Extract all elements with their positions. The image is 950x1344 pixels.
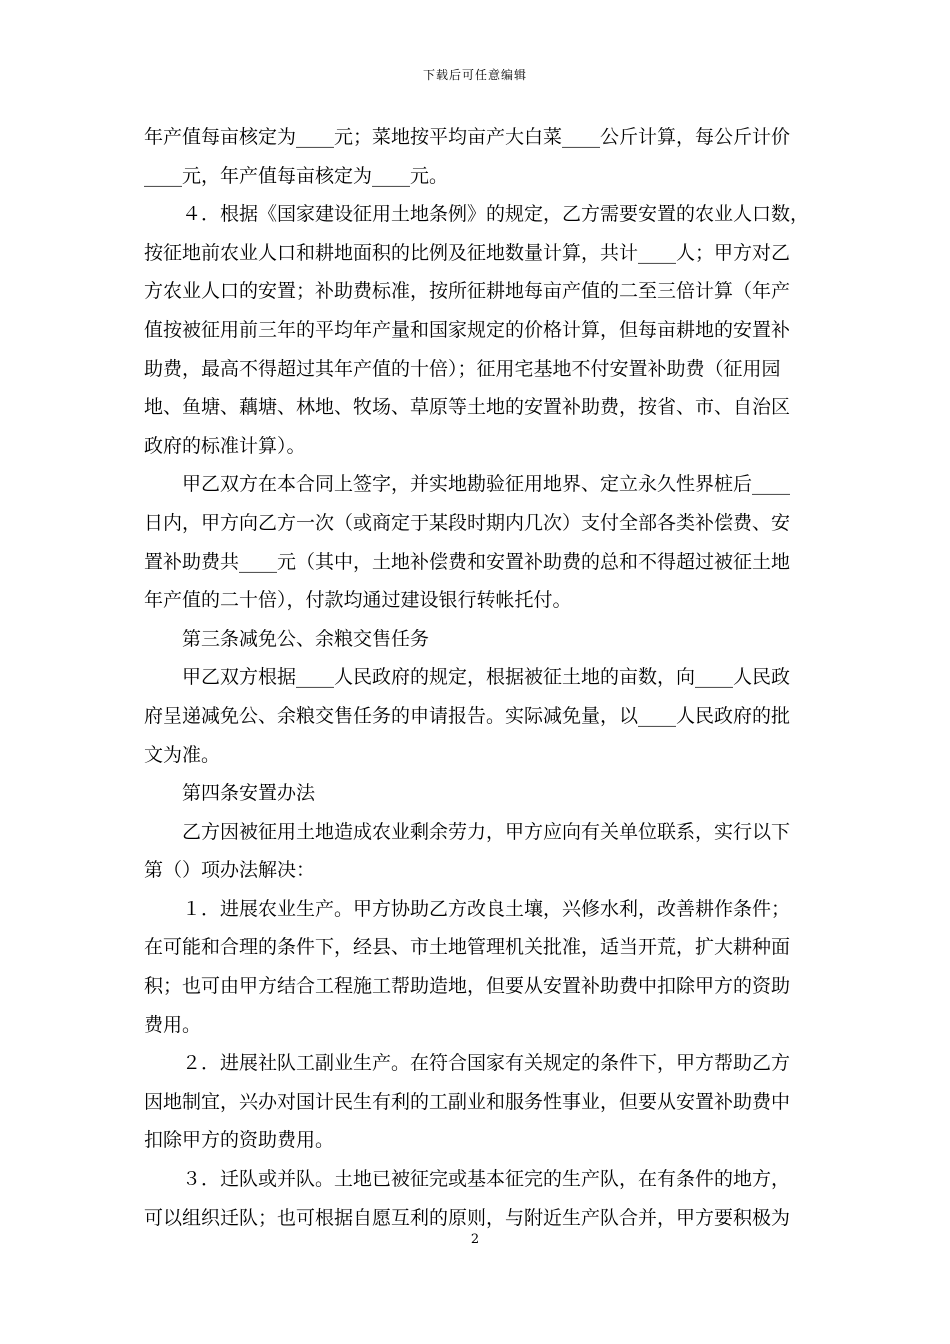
document-line: 甲乙双方在本合同上签字，并实地勘验征用地界、定立永久性界桩后____	[182, 473, 791, 496]
document-line: 助费，最高不得超过其年产值的十倍）；征用宅基地不付安置补助费（征用园	[144, 357, 781, 380]
document-line: 甲乙双方根据____人民政府的规定，根据被征土地的亩数，向____人民政	[182, 666, 791, 689]
document-line: 因地制宜，兴办对国计民生有利的工副业和服务性事业，但要从安置补助费中	[144, 1090, 791, 1113]
document-line: 费用。	[144, 1013, 202, 1036]
document-line: 第四条安置办法	[182, 782, 316, 805]
document-line: 乙方因被征用土地造成农业剩余劳力，甲方应向有关单位联系，实行以下	[182, 820, 791, 843]
document-line: 年产值的二十倍），付款均通过建设银行转帐托付。	[144, 589, 572, 612]
document-line: 在可能和合理的条件下，经县、市土地管理机关批准，适当开荒，扩大耕种面	[144, 936, 791, 959]
document-line: 第三条减免公、余粮交售任务	[182, 627, 430, 650]
document-line: 置补助费共____元（其中，土地补偿费和安置补助费的总和不得超过被征土地	[144, 550, 791, 573]
document-line: 府呈递减免公、余粮交售任务的申请报告。实际减免量，以____人民政府的批	[144, 704, 791, 727]
document-line: 政府的标准计算）。	[144, 434, 306, 457]
document-line: ３．迁队或并队。土地已被征完或基本征完的生产队，在有条件的地方，	[182, 1168, 791, 1191]
document-line: 年产值每亩核定为____元；菜地按平均亩产大白菜____公斤计算，每公斤计价	[144, 126, 791, 148]
document-line: 按征地前农业人口和耕地面积的比例及征地数量计算，共计____人；甲方对乙	[144, 241, 791, 264]
document-line: 方农业人口的安置；补助费标准，按所征耕地每亩产值的二至三倍计算（年产	[144, 280, 791, 303]
document-line: 扣除甲方的资助费用。	[144, 1129, 335, 1152]
document-line: 文为准。	[144, 743, 221, 766]
document-line: ____元，年产值每亩核定为____元。	[144, 164, 449, 187]
document-line: 积；也可由甲方结合工程施工帮助造地，但要从安置补助费中扣除甲方的资助	[144, 975, 791, 998]
document-line: ２．进展社队工副业生产。在符合国家有关规定的条件下，甲方帮助乙方	[182, 1052, 791, 1075]
document-line: ４．根据《国家建设征用土地条例》的规定，乙方需要安置的农业人口数，	[182, 203, 810, 226]
document-line: 地、鱼塘、藕塘、林地、牧场、草原等土地的安置补助费，按省、市、自治区	[144, 396, 791, 419]
document-line: 可以组织迁队；也可根据自愿互利的原则，与附近生产队合并，甲方要积极为	[144, 1206, 791, 1229]
page-header: 下载后可任意编辑	[422, 68, 527, 82]
document-line: １．进展农业生产。甲方协助乙方改良土壤，兴修水利，改善耕作条件；	[182, 897, 791, 920]
page-number: 2	[470, 1232, 480, 1247]
document-line: 第（）项办法解决：	[144, 859, 316, 882]
document-line: 日内，甲方向乙方一次（或商定于某段时期内几次）支付全部各类补偿费、安	[144, 511, 791, 534]
document-body	[144, 118, 816, 1237]
document-line: 值按被征用前三年的平均年产量和国家规定的价格计算，但每亩耕地的安置补	[144, 318, 791, 341]
